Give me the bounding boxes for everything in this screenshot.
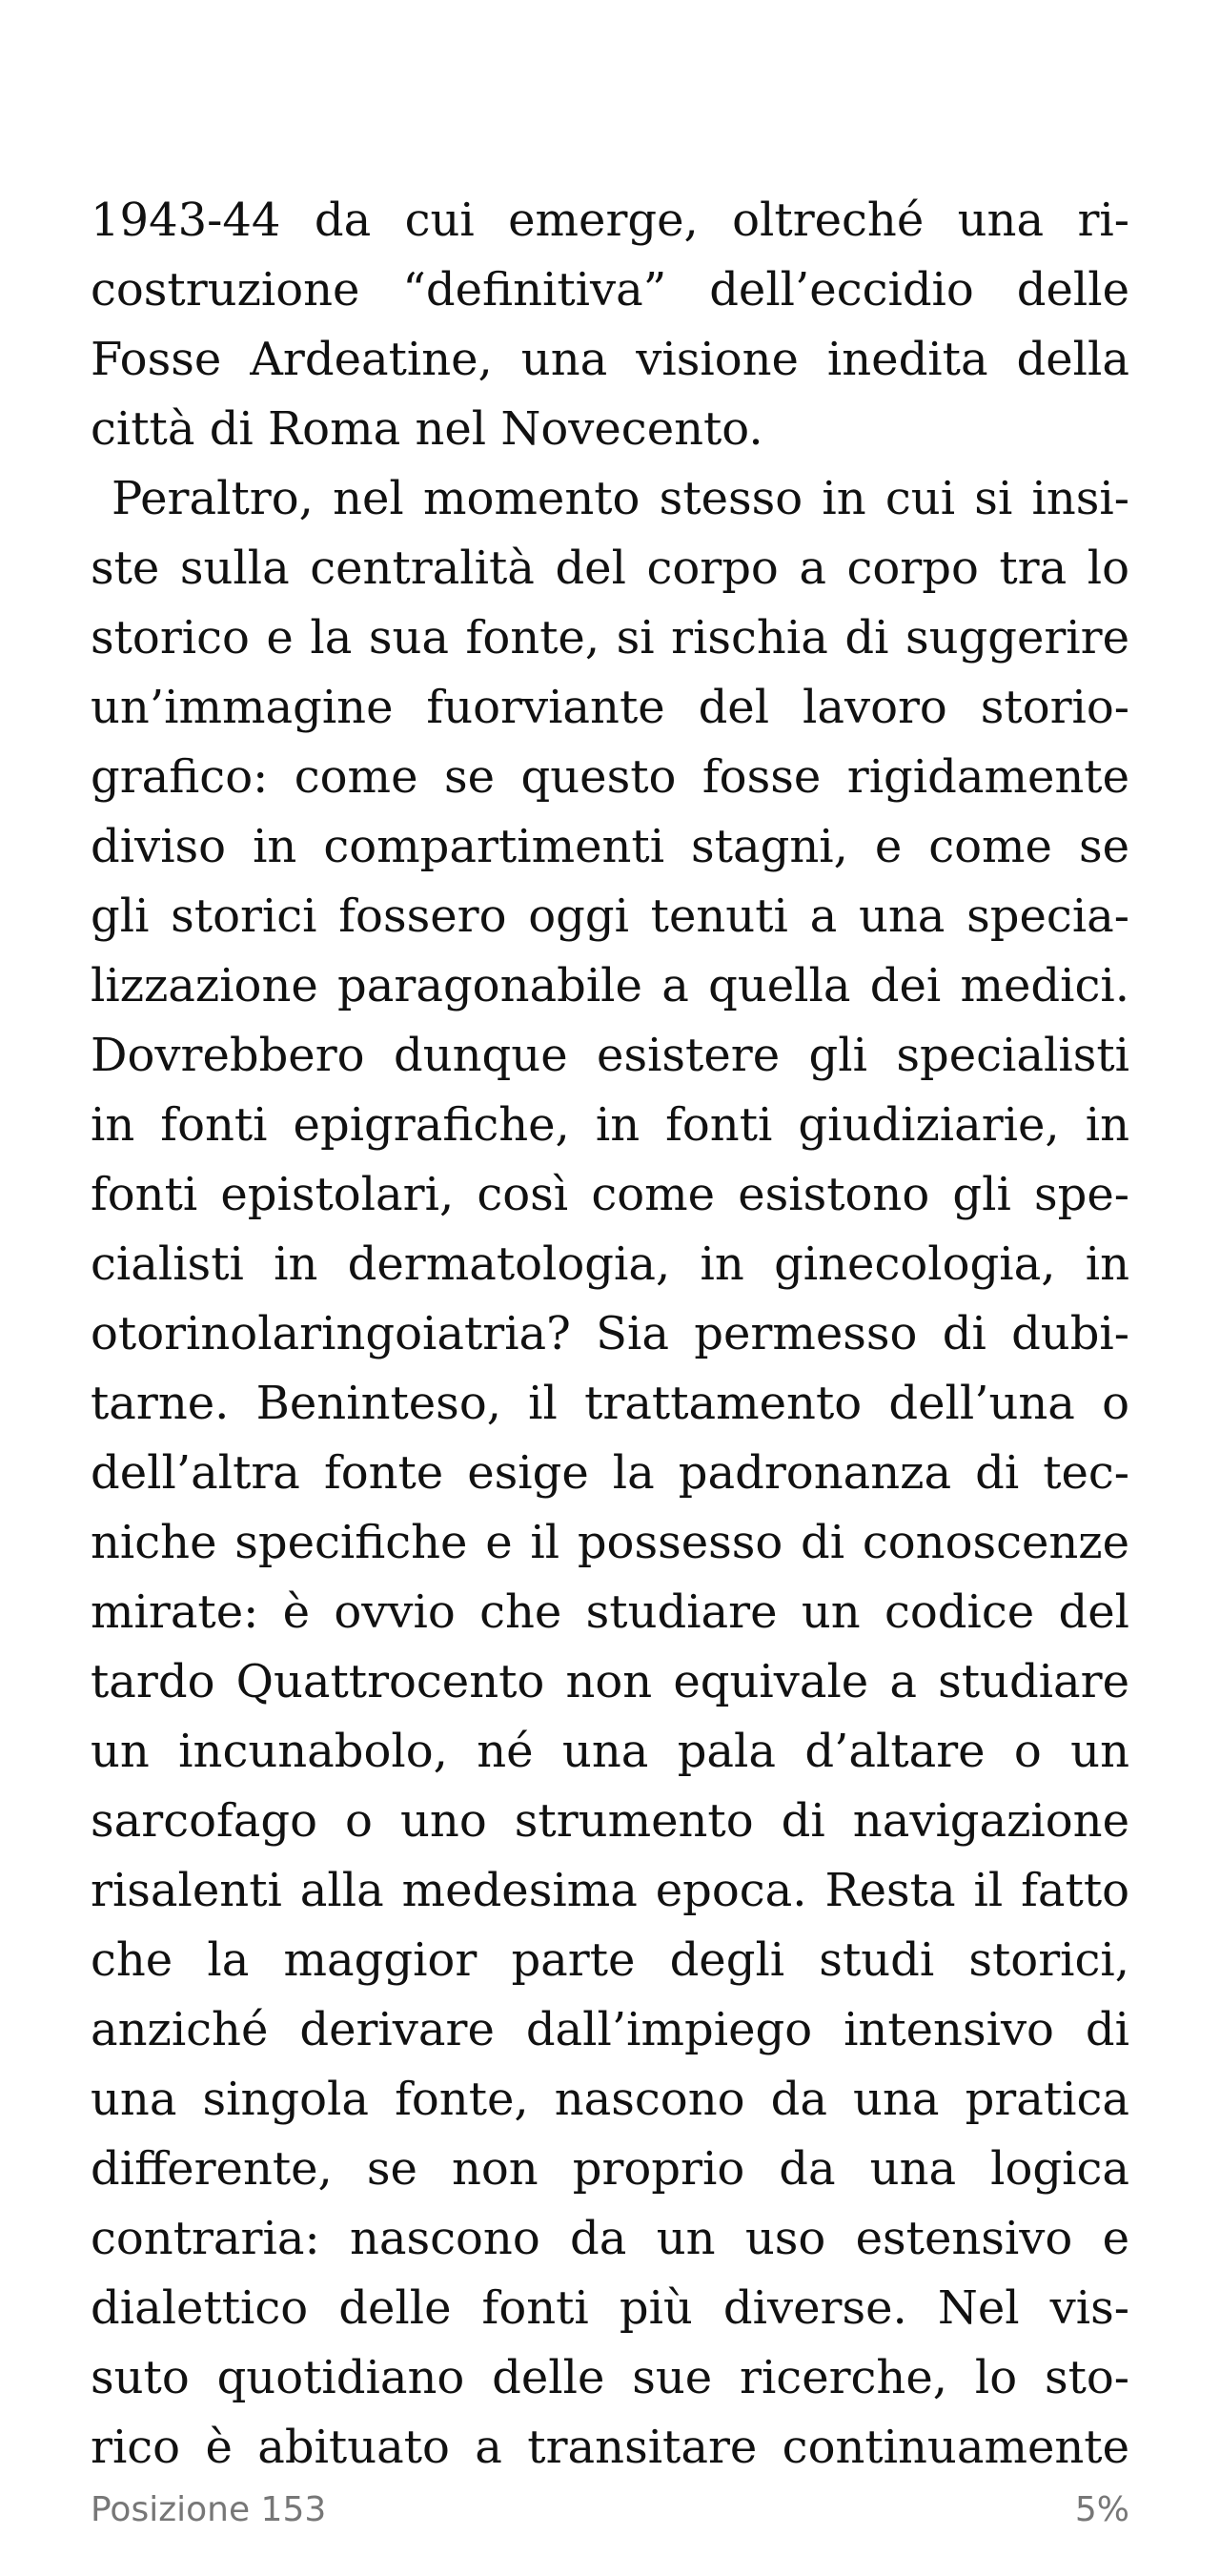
text-line: costruzione “definitiva” dell’eccidio delle (91, 263, 1129, 317)
text-line: risalenti alla medesima epoca. Resta il fatto (91, 1864, 1129, 1917)
text-line: diviso in compartimenti stagni, e come se (91, 820, 1129, 873)
text-line: suto quotidiano delle sue ricerche, lo sto- (91, 2351, 1129, 2404)
text-line: gli storici fossero oggi tenuti a una specia- (91, 889, 1129, 943)
text-line: niche specifiche e il possesso di conoscenze (91, 1516, 1129, 1569)
percent-read-indicator: 5% (1074, 2490, 1129, 2529)
text-line: che la maggior parte degli studi storici, (91, 1933, 1129, 1987)
text-line: lizzazione paragonabile a quella dei medici. (91, 959, 1129, 1012)
text-line: storico e la sua fonte, si rischia di suggerire (91, 611, 1129, 664)
text-line: anziché derivare dall’impiego intensivo di (91, 2003, 1129, 2056)
text-line: 1943-44 da cui emerge, oltreché una ri- (91, 194, 1129, 247)
text-line: una singola fonte, nascono da una pratica (91, 2073, 1129, 2126)
text-line: fonti epistolari, così come esistono gli spe- (91, 1168, 1129, 1221)
text-line: un’immagine fuorviante del lavoro storio- (91, 681, 1129, 734)
text-line: ste sulla centralità del corpo a corpo tra lo (91, 542, 1129, 595)
text-line: mirate: è ovvio che studiare un codice del (91, 1585, 1129, 1639)
text-line: sarcofago o uno strumento di navigazione (91, 1794, 1129, 1848)
reading-progress-footer (91, 2484, 1129, 2537)
text-line: rico è abituato a transitare continuamente (91, 2421, 1129, 2474)
text-line: grafico: come se questo fosse rigidamente (91, 750, 1129, 804)
text-line: tardo Quattrocento non equivale a studiare (91, 1655, 1129, 1708)
text-line: in fonti epigrafiche, in fonti giudiziarie, in (91, 1098, 1129, 1152)
text-line: Peraltro, nel momento stesso in cui si insi- (112, 472, 1129, 525)
book-text (91, 186, 1129, 2483)
text-line: tarne. Beninteso, il trattamento dell’una o (91, 1377, 1129, 1430)
location-indicator: Posizione 153 (91, 2490, 327, 2529)
text-line: otorinolaringoiatria? Sia permesso di dubi- (91, 1307, 1129, 1360)
text-line: contraria: nascono da un uso estensivo e (91, 2212, 1129, 2265)
text-line: Fosse Ardeatine, una visione inedita della (91, 333, 1129, 386)
text-line: un incunabolo, né una pala d’altare o un (91, 1725, 1129, 1778)
text-line: dialettico delle fonti più diverse. Nel vis- (91, 2281, 1129, 2335)
text-line: differente, se non proprio da una logica (91, 2142, 1129, 2196)
text-line: cialisti in dermatologia, in ginecologia, in (91, 1237, 1129, 1291)
text-line: città di Roma nel Novecento. (91, 402, 763, 456)
text-line: dell’altra fonte esige la padronanza di tec- (91, 1446, 1129, 1500)
text-line: Dovrebbero dunque esistere gli specialisti (91, 1029, 1129, 1082)
